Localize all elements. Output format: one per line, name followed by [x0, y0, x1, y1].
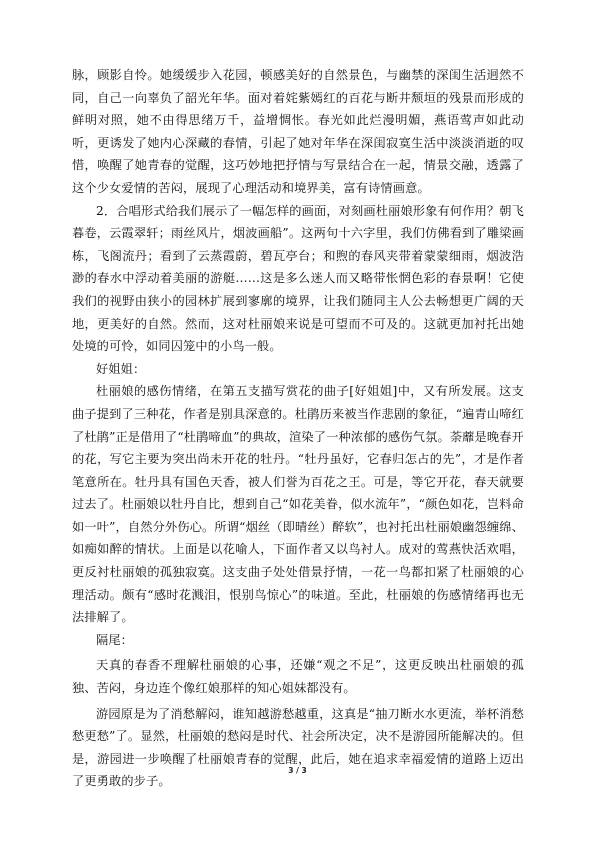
body-paragraph-1: 脉，顾影自怜。她缓缓步入花园，顿感美好的自然景色，与幽禁的深闺生活迥然不同，自己一向辜负了韶光年华。面对着姹紫嫣红的百花与断井颓垣的残景而形成的鲜明对照，她不由得思绪万千，益增惆怅。春光如此烂漫明媚，燕语莺声如此动听，更诱发了她内心深藏的春情，引起了她对年华在深闺寂寞生活中淡淡消逝的叹惜，唤醒了她青春的觉醒，这巧妙地把抒情与写景结合在一起，情景交融，透露了这个少女爱情的苦闷，展现了心理活动和境界美，富有诗情画意。 — [72, 68, 524, 195]
conclusion-paragraph: 游园原是为了消愁解闷，谁知越游愁越重，这真是“抽刀断水水更流，举杯消愁愁更愁”了。显然，杜丽娘的愁闷是时代、社会所决定，决不是游园所能解决的。但是，游园进一步唤醒了杜丽娘青春的觉醒，此后，她在追求幸福爱情的道路上迈出了更勇敢的步子。 — [72, 706, 524, 789]
question-2-paragraph: 2．合唱形式给我们展示了一幅怎样的画面，对刻画杜丽娘形象有何作用？朝飞暮卷，云霞翠轩；雨丝风片，烟波画船”。这两句十六字里，我们仿佛看到了雕梁画栋，飞阁流丹；看到了云蒸霞蔚，碧瓦亭台；和煦的春风夹带着蒙蒙细雨，烟波浩渺的春水中浮动着美丽的游艇……这是多么迷人而又略带怅惘色彩的春景啊！它使我们的视野由狭小的园林扩展到寥廓的境界，让我们随同主人公去畅想更广阔的天地，更美好的自然。然而，这对杜丽娘来说是可望而不可及的。这就更加衬托出她处境的可怜，如同囚笼中的小鸟一般。 — [72, 203, 524, 354]
section-heading-ge-wei: 隔尾： — [96, 632, 134, 647]
page-number: 3 / 3 — [288, 766, 307, 775]
section-heading-hao-jiejie: 好姐姐： — [96, 361, 146, 376]
document-body — [72, 64, 524, 793]
ge-wei-analysis-paragraph: 天真的春香不理解杜丽娘的心事，还嫌“观之不足”，这更反映出杜丽娘的孤独、苦闷，身边连个像红娘那样的知心姐妹都没有。 — [72, 658, 524, 696]
hao-jiejie-analysis-paragraph: 杜丽娘的感伤情绪，在第五支描写赏花的曲子[好姐姐]中，又有所发展。这支曲子提到了三种花，作者是别具深意的。杜鹃历来被当作悲剧的象征，“遍青山啼红了杜鹃”正是借用了“杜鹃啼血”的典故，渲染了一种浓郁的感伤气氛。荼蘼是晚春开的花，写它主要为突出尚未开花的牡丹。“牡丹虽好，它春归怎占的先”，才是作者笔意所在。牡丹具有国色天香，被人们誉为百花之王。可是，等它开花，春天就要过去了。杜丽娘以牡丹自比，想到自己“如花美眷，似水流年”，“颜色如花，岂料命如一叶”，自然分外伤心。所谓“烟丝（即晴丝）醉软”，也衬托出杜丽娘幽怨缠绵、如痴如醉的情状。上面是以花喻人，下面作者又以鸟衬人。成对的莺燕快活欢唱，更反衬杜丽娘的孤独寂寞。这支曲子处处借景抒情，一花一鸟都扣紧了杜丽娘的心理活动。颇有“感时花溅泪，恨别鸟惊心”的味道。至此，杜丽娘的伤感情绪再也无法排解了。 — [72, 384, 524, 625]
